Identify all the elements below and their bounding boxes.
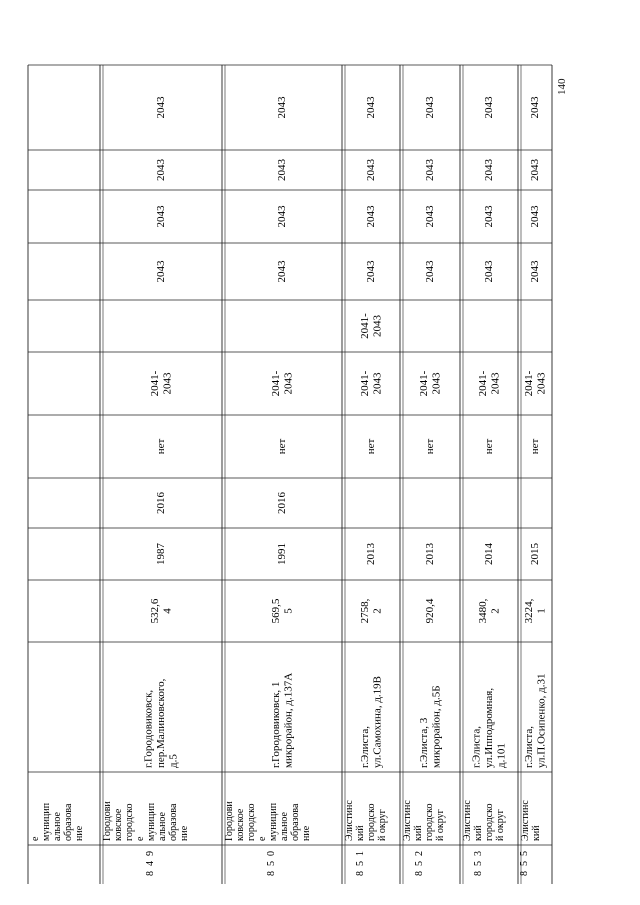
municipality-text: альное [157, 812, 168, 841]
address-text: д.101 [495, 743, 508, 768]
area-text: 5 [282, 608, 295, 614]
row-number-cell [266, 851, 277, 876]
period-cell [418, 370, 443, 396]
year-2043-c-text: 2043 [365, 159, 378, 181]
row-number-digit: 3 [473, 851, 484, 856]
year-2043-c-cell [155, 159, 167, 182]
municipality-text: е [135, 836, 146, 841]
municipality-text: альное [279, 812, 290, 841]
year-2043-c-text: 2043 [155, 159, 168, 181]
flag-text: нет [276, 438, 289, 455]
year-2043-b-cell [276, 205, 288, 228]
municipality-cell [224, 801, 312, 841]
municipality-text: ние [301, 825, 312, 841]
year-2043-a-text: 2043 [155, 260, 168, 283]
address-text: микрорайон, д.5Б [430, 685, 443, 768]
flag-cell [483, 439, 495, 455]
row-number-digit: 5 [355, 861, 366, 866]
row-number-digit: 8 [414, 871, 425, 876]
address-text: д.5 [167, 754, 180, 768]
year-2043-d-cell [529, 96, 541, 119]
municipality-cell [344, 800, 388, 841]
address-text: г.Элиста, 3 [417, 717, 430, 768]
period-second-text: 2043 [371, 315, 384, 337]
row-number-digit: 4 [145, 861, 156, 866]
period-text: 2043 [282, 372, 295, 395]
municipality-cell [520, 800, 542, 841]
year-2043-d-cell [483, 96, 495, 119]
municipality-text: й округ [377, 809, 388, 841]
row-number-digit: 8 [145, 871, 156, 876]
year-2043-b-text: 2043 [483, 205, 496, 228]
year-second-text: 2016 [155, 492, 168, 514]
year-2043-d-cell [424, 96, 436, 119]
period-text: 2041- [269, 370, 282, 397]
year-2043-c-text: 2043 [529, 159, 542, 181]
row-number-cell [473, 851, 484, 876]
municipality-text: образова [168, 803, 179, 841]
year-2043-d-cell [276, 96, 288, 119]
address-text: г.Элиста, [358, 726, 371, 768]
year-2043-a-cell [529, 260, 541, 283]
municipality-text: Городови [102, 801, 113, 841]
period-text: 2043 [489, 372, 502, 395]
year-2043-b-cell [529, 205, 541, 228]
year-text: 2013 [365, 543, 378, 565]
municipality-text: е [257, 836, 268, 841]
year-cell [529, 543, 541, 566]
flag-text: нет [483, 438, 496, 455]
period-cell [477, 370, 502, 396]
row-number-digit: 8 [473, 871, 484, 876]
flag-cell [155, 439, 167, 455]
year-2043-d-text: 2043 [155, 96, 168, 119]
address-text: г.Элиста, [470, 726, 483, 768]
area-cell [359, 598, 384, 623]
year-2043-a-cell [276, 260, 288, 283]
row-number-digit: 2 [414, 851, 425, 856]
year-text: 1987 [155, 543, 168, 565]
period-text: 2043 [371, 372, 384, 395]
period-text: 2041- [148, 370, 161, 397]
flag-text: нет [529, 438, 542, 455]
year-2043-b-cell [155, 205, 167, 228]
municipality-text: городско [484, 803, 495, 841]
address-text: г.Городовиковск, 1 [269, 681, 282, 768]
year-2043-a-text: 2043 [529, 260, 542, 283]
period-cell [149, 370, 174, 396]
row-number-digit: 5 [519, 851, 530, 856]
address-text: г.Элиста, [522, 726, 535, 768]
municipality-text: альное [52, 812, 63, 841]
municipality-text: ние [74, 825, 85, 841]
area-cell [424, 598, 436, 623]
year-2043-d-text: 2043 [276, 96, 289, 119]
year-2043-a-cell [155, 260, 167, 283]
row-number-digit: 5 [414, 861, 425, 866]
area-text: 2758, [358, 598, 371, 624]
year-2043-a-text: 2043 [483, 260, 496, 283]
year-2043-b-text: 2043 [365, 205, 378, 228]
year-2043-c-cell [424, 159, 436, 182]
municipality-text: Элистинс [402, 800, 413, 841]
municipality-text: й округ [495, 809, 506, 841]
address-text: ул.Ипподромная, [483, 687, 496, 768]
year-text: 1991 [276, 543, 289, 565]
year-text: 2013 [424, 543, 437, 565]
year-2043-b-cell [365, 205, 377, 228]
year-text: 2014 [483, 543, 496, 565]
year-2043-c-cell [529, 159, 541, 182]
period-text: 2041- [522, 370, 535, 397]
year-2043-c-cell [483, 159, 495, 182]
row-number-digit: 9 [145, 851, 156, 856]
year-2043-a-text: 2043 [424, 260, 437, 283]
municipality-text: кий [531, 825, 542, 841]
year-2043-b-text: 2043 [276, 205, 289, 228]
row-number-digit: 5 [519, 861, 530, 866]
year-2043-d-cell [155, 96, 167, 119]
address-cell [471, 688, 508, 768]
period-cell [523, 370, 548, 396]
municipality-text: муницип [41, 802, 52, 841]
period-cell [270, 370, 295, 396]
year-2043-b-text: 2043 [529, 205, 542, 228]
row-number-cell [145, 851, 156, 876]
municipality-text: кий [413, 825, 424, 841]
row-number-digit: 8 [266, 871, 277, 876]
municipality-text: ковское [113, 808, 124, 841]
year-2043-a-text: 2043 [276, 260, 289, 283]
municipality-text: е [30, 836, 41, 841]
row-number-digit: 0 [266, 851, 277, 856]
flag-cell [529, 439, 541, 455]
area-cell [270, 598, 295, 623]
address-text: микрорайон, д.137А [282, 672, 295, 768]
address-cell [523, 674, 548, 768]
row-number-cell [355, 851, 366, 876]
row-number-digit: 5 [473, 861, 484, 866]
year-2043-b-cell [424, 205, 436, 228]
municipality-text: й округ [435, 809, 446, 841]
municipality-text: кий [355, 825, 366, 841]
year-2043-a-cell [365, 260, 377, 283]
year-2043-c-text: 2043 [276, 159, 289, 181]
row-number-digit: 8 [519, 871, 530, 876]
address-cell [270, 673, 295, 768]
year-second-cell [155, 492, 167, 515]
municipality-text: Элистинс [344, 800, 355, 841]
flag-text: нет [155, 438, 168, 455]
municipality-text: Элистинс [462, 800, 473, 841]
address-text: ул.П.Осипенко, д.31 [535, 673, 548, 768]
period-second-cell [359, 313, 384, 339]
area-text: 4 [161, 608, 174, 614]
municipality-text: муницип [268, 802, 279, 841]
area-cell [149, 598, 174, 623]
period-text: 2043 [161, 372, 174, 395]
year-2043-d-cell [365, 96, 377, 119]
address-cell [143, 678, 180, 768]
area-text: 3480, [476, 598, 489, 624]
address-text: пер.Малиновского, [155, 678, 168, 768]
period-second-text: 2041- [358, 313, 371, 339]
year-2043-c-text: 2043 [483, 159, 496, 181]
municipality-text: городско [424, 803, 435, 841]
municipality-text: ние [179, 825, 190, 841]
municipality-text: Городови [224, 801, 235, 841]
area-cell [477, 598, 502, 623]
flag-cell [424, 439, 436, 455]
area-text: 1 [535, 608, 548, 614]
year-cell [155, 543, 167, 566]
year-2043-c-text: 2043 [424, 159, 437, 181]
area-text: 920,4 [424, 598, 437, 624]
period-text: 2041- [476, 370, 489, 397]
year-cell [424, 543, 436, 566]
municipality-cell [102, 801, 190, 841]
address-text: г.Городовиковск, [142, 689, 155, 768]
municipality-cell [462, 800, 506, 841]
municipality-cell [30, 802, 85, 841]
year-2043-d-text: 2043 [483, 96, 496, 119]
year-2043-a-cell [424, 260, 436, 283]
year-cell [276, 543, 288, 565]
year-2043-b-text: 2043 [424, 205, 437, 228]
municipality-text: образова [63, 803, 74, 841]
year-text: 2015 [529, 543, 542, 565]
page-number: 140 [556, 78, 568, 96]
row-number-cell [414, 851, 425, 876]
period-text: 2041- [358, 370, 371, 397]
year-2043-c-cell [276, 159, 288, 182]
area-text: 532,6 [148, 598, 161, 624]
municipality-text: Элистинс [520, 800, 531, 841]
year-2043-d-text: 2043 [365, 96, 378, 119]
municipality-text: городско [246, 803, 257, 841]
address-text: ул.Самохина, д.19В [371, 675, 384, 768]
period-text: 2043 [430, 372, 443, 395]
municipality-cell [402, 800, 446, 841]
municipality-text: городско [366, 803, 377, 841]
area-text: 569,5 [269, 598, 282, 624]
period-text: 2041- [417, 370, 430, 397]
year-cell [365, 543, 377, 566]
municipality-text: городско [124, 803, 135, 841]
period-text: 2043 [535, 372, 548, 395]
municipality-text: образова [290, 803, 301, 841]
municipality-text: муницип [146, 802, 157, 841]
row-number-digit: 8 [355, 871, 366, 876]
year-2043-c-cell [365, 159, 377, 182]
period-cell [359, 370, 384, 396]
year-second-text: 2016 [276, 492, 289, 514]
address-cell [359, 676, 384, 768]
municipality-text: ковское [235, 808, 246, 841]
year-second-cell [276, 492, 288, 515]
area-cell [523, 598, 548, 623]
address-cell [418, 685, 443, 768]
year-cell [483, 543, 495, 566]
year-2043-d-text: 2043 [424, 96, 437, 119]
area-text: 2 [489, 608, 502, 614]
year-2043-a-cell [483, 260, 495, 283]
flag-cell [276, 439, 288, 455]
flag-cell [365, 439, 377, 455]
year-2043-b-cell [483, 205, 495, 228]
year-2043-d-text: 2043 [529, 96, 542, 119]
row-number-cell [519, 851, 530, 876]
row-number-digit: 1 [355, 851, 366, 856]
row-number-digit: 5 [266, 861, 277, 866]
flag-text: нет [424, 438, 437, 455]
flag-text: нет [365, 438, 378, 455]
year-2043-a-text: 2043 [365, 260, 378, 283]
year-2043-b-text: 2043 [155, 205, 168, 228]
area-text: 3224, [522, 598, 535, 624]
area-text: 2 [371, 608, 384, 614]
municipality-text: кий [473, 825, 484, 841]
